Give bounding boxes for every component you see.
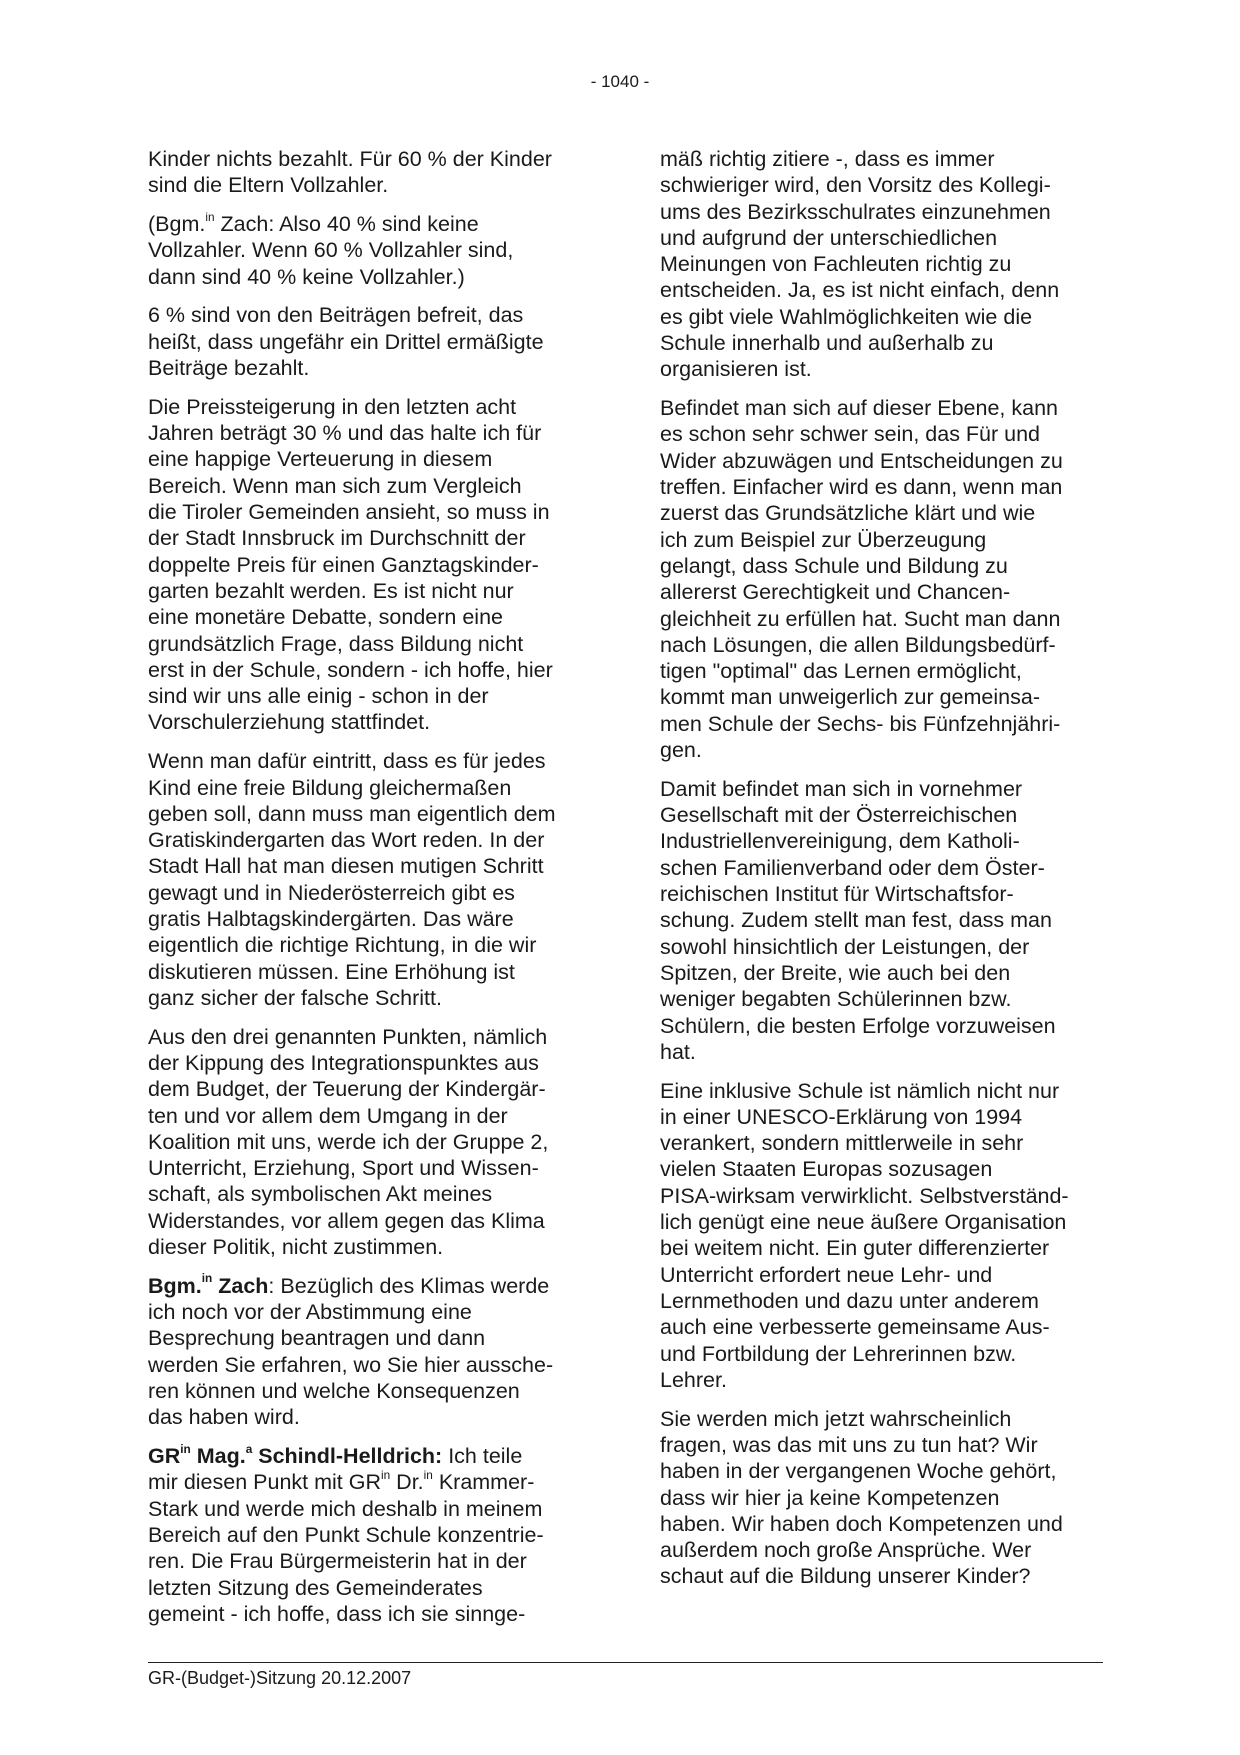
- paragraph: [660, 1078, 1110, 1394]
- text-line: Spitzen, der Breite, wie auch bei den: [660, 960, 1011, 985]
- text-line: ren. Die Frau Bürgermeisterin hat in der: [148, 1549, 527, 1574]
- paragraph: [660, 146, 1110, 383]
- text-line: erst in der Schule, sondern - ich hoffe, hier: [148, 657, 553, 682]
- text-line: nach Lösungen, die allen Bildungsbedürf-: [660, 632, 1056, 657]
- text-line: haben. Wir haben doch Kompetenzen und: [660, 1511, 1063, 1536]
- text-line: lich genügt eine neue äußere Organisation: [660, 1210, 1067, 1235]
- paragraph: [148, 146, 594, 199]
- text-line: Bereich. Wenn man sich zum Vergleich: [148, 473, 522, 498]
- paragraph: [660, 395, 1110, 763]
- text-line: in einer UNESCO-Erklärung von 1994: [660, 1104, 1023, 1129]
- text-line: allererst Gerechtigkeit und Chancen-: [660, 580, 1011, 605]
- interjection-paragraph: (Bgm.$^{in}$ Zach: Also 40 % sind keine Vollzahler. Wenn 60 % Vollzahler sind, dann sind 40 % keine Vollzahler.): [148, 211, 594, 290]
- speaker-name: Bgm.$^{in}$ Zach: [148, 1271, 269, 1298]
- text-line: weniger begabten Schülerinnen bzw.: [660, 987, 1012, 1012]
- text-line: gratis Halbtagskindergärten. Das wäre: [148, 907, 514, 932]
- text-line: Vorschulerziehung stattfindet.: [148, 710, 431, 735]
- text-line: doppelte Preis für einen Ganztagskinder-: [148, 552, 539, 577]
- text-line: Meinungen von Fachleuten richtig zu: [660, 252, 1012, 277]
- text-line: gelangt, dass Schule und Bildung zu: [660, 553, 1008, 578]
- text-line: men Schule der Sechs- bis Fünfzehnjähri-: [660, 711, 1061, 736]
- text-line: und Fortbildung der Lehrerinnen bzw.: [660, 1341, 1017, 1366]
- text-line: organisieren ist.: [660, 357, 812, 382]
- text-line: reichischen Institut für Wirtschaftsfor-: [660, 882, 1014, 907]
- text-line: Widerstandes, vor allem gegen das Klima: [148, 1208, 545, 1233]
- speaker-paragraph: $GR^{in}$ Mag.$^a$ Schindl-Helldrich: Ich teile mir diesen Punkt mit $GR^{in}$ Dr.$^{in}$ Krammer- Stark und werde mich deshalb in meinem Bereich auf den Punkt Schule konzentrie- ren. Die Frau Bürgermeisterin hat in der letzten Sitzung des Gemeinderates gemeint - ich hoffe, dass ich sie sinnge-: [148, 1443, 594, 1627]
- text-line: eine monetäre Debatte, sondern eine: [148, 605, 503, 630]
- text-line: verankert, sondern mittlerweile in sehr: [660, 1131, 1024, 1156]
- text-line: sind wir uns alle einig - schon in der: [148, 684, 489, 709]
- text-line: ten und vor allem dem Umgang in der: [148, 1103, 508, 1128]
- footer-session-info: GR-(Budget-)Sitzung 20.12.2007: [148, 1668, 412, 1688]
- text-line: sowohl hinsichtlich der Leistungen, der: [660, 934, 1030, 959]
- text-line: kommt man unweigerlich zur gemeinsa-: [660, 685, 1040, 710]
- text-line: ren können und welche Konsequenzen: [148, 1379, 520, 1404]
- paragraph: [660, 1406, 1110, 1590]
- text-line: fragen, was das mit uns zu tun hat? Wir: [660, 1432, 1038, 1457]
- text-line: schwieriger wird, den Vorsitz des Kollegi-: [660, 173, 1051, 198]
- paragraph: [148, 748, 594, 1011]
- text-line: Schülern, die besten Erfolge vorzuweisen: [660, 1013, 1056, 1038]
- text-line: der Stadt Innsbruck im Durchschnitt der: [148, 526, 526, 551]
- text-line: ums des Bezirksschulrates einzunehmen: [660, 199, 1051, 224]
- text-line: schaut auf die Bildung unserer Kinder?: [660, 1564, 1031, 1589]
- text-line: Wenn man dafür eintritt, dass es für jedes: [148, 749, 546, 774]
- text-line: garten bezahlt werden. Es ist nicht nur: [148, 578, 514, 603]
- text-line: Bereich auf den Punkt Schule konzentrie-: [148, 1523, 544, 1548]
- text-line: Gesellschaft mit der Österreichischen: [660, 803, 1018, 828]
- text-line: außerdem noch große Ansprüche. Wer: [660, 1538, 1032, 1563]
- text-line: werden Sie erfahren, wo Sie hier aussche-: [148, 1352, 554, 1377]
- text-line: gemeint - ich hoffe, dass ich sie sinnge-: [148, 1601, 526, 1626]
- text-line: dieser Politik, nicht zustimmen.: [148, 1235, 444, 1260]
- text-line: es gibt viele Wahlmöglichkeiten wie die: [660, 304, 1033, 329]
- text-line: entscheiden. Ja, es ist nicht einfach, denn: [660, 278, 1060, 303]
- speaker-name: $GR^{in}$ Mag.$^a$ Schindl-Helldrich:: [148, 1441, 443, 1469]
- text-line: gleichheit zu erfüllen hat. Sucht man dann: [660, 606, 1061, 631]
- paragraph: [660, 776, 1110, 1065]
- text-line: Besprechung beantragen und dann: [148, 1326, 486, 1351]
- text-line: mäß richtig zitiere -, dass es immer: [660, 147, 995, 171]
- text-line: 6 % sind von den Beiträgen befreit, das: [148, 303, 524, 328]
- text-line: gewagt und in Niederösterreich gibt es: [148, 880, 515, 905]
- page-number: - 1040 -: [590, 72, 650, 91]
- speaker-paragraph: Bgm.$^{in}$ Zach: Bezüglich des Klimas werde ich noch vor der Abstimmung eine Besprechung beantragen und dann werden Sie erfahren, wo Sie hier aussche- ren können und welche Konsequenzen das haben wird.: [148, 1273, 594, 1431]
- text-line: und aufgrund der unterschiedlichen: [660, 225, 998, 250]
- text-line: Gratiskindergarten das Wort reden. In der: [148, 828, 545, 853]
- text-line: diskutieren müssen. Eine Erhöhung ist: [148, 959, 515, 984]
- text-line: Jahren beträgt 30 % und das halte ich für: [148, 421, 542, 446]
- text-line: Unterricht, Erziehung, Sport und Wissen-: [148, 1156, 539, 1181]
- text-line: hat.: [660, 1039, 696, 1064]
- text-line: vielen Staaten Europas sozusagen: [660, 1157, 993, 1182]
- text-line: ich zum Beispiel zur Überzeugung: [660, 527, 987, 552]
- text-line: treffen. Einfacher wird es dann, wenn man: [660, 475, 1063, 500]
- text-line: bei weitem nicht. Ein guter differenzierter: [660, 1236, 1050, 1261]
- text-line: Beiträge bezahlt.: [148, 356, 310, 381]
- text-line: schen Familienverband oder dem Öster-: [660, 855, 1045, 880]
- footer-divider: [148, 1662, 1103, 1663]
- text-line: Schule innerhalb und außerhalb zu: [660, 331, 994, 356]
- text-line: Befindet man sich auf dieser Ebene, kann: [660, 396, 1059, 421]
- right-column: [660, 146, 1110, 1602]
- text-line: Industriellenvereinigung, dem Katholi-: [660, 829, 1020, 854]
- text-line: Sie werden mich jetzt wahrscheinlich: [660, 1406, 1012, 1431]
- text-line: schaft, als symbolischen Akt meines: [148, 1182, 493, 1207]
- text-line: Unterricht erfordert neue Lehr- und: [660, 1262, 993, 1287]
- text-line: es schon sehr schwer sein, das Für und: [660, 422, 1041, 447]
- text-line: auch eine verbesserte gemeinsame Aus-: [660, 1315, 1050, 1340]
- text-line: dann sind 40 % keine Vollzahler.): [148, 264, 465, 289]
- text-line: Aus den drei genannten Punkten, nämlich: [148, 1024, 548, 1049]
- text-line: gen.: [660, 738, 702, 763]
- text-line: dass wir hier ja keine Kompetenzen: [660, 1485, 1000, 1510]
- paragraph: [148, 302, 594, 381]
- text-line: Wider abzuwägen und Entscheidungen zu: [660, 448, 1063, 473]
- text-line: Lehrer.: [660, 1367, 727, 1392]
- text-line: sind die Eltern Vollzahler.: [148, 173, 389, 198]
- text-line: Damit befindet man sich in vornehmer: [660, 776, 1023, 801]
- text-line: Stadt Hall hat man diesen mutigen Schritt: [148, 854, 544, 879]
- text-line: grundsätzlich Frage, dass Bildung nicht: [148, 631, 524, 656]
- text-line: der Kippung des Integrationspunktes aus: [148, 1051, 539, 1075]
- text-line: Kind eine freie Bildung gleichermaßen: [148, 775, 512, 800]
- text-line: eigentlich die richtige Richtung, in die wir: [148, 933, 537, 958]
- text-line: Eine inklusive Schule ist nämlich nicht nur: [660, 1078, 1060, 1103]
- left-column: [148, 146, 594, 1640]
- paragraph: [148, 394, 594, 736]
- text-line: tigen "optimal" das Lernen ermöglicht,: [660, 659, 1022, 684]
- text-line: das haben wird.: [148, 1405, 300, 1430]
- text-line: die Tiroler Gemeinden ansieht, so muss in: [148, 500, 550, 525]
- text-line: Stark und werde mich deshalb in meinem: [148, 1496, 543, 1521]
- paragraph: [148, 1024, 594, 1261]
- text-line: zuerst das Grundsätzliche klärt und wie: [660, 501, 1036, 526]
- text-line: heißt, dass ungefähr ein Drittel ermäßigte: [148, 329, 544, 354]
- text-line: ich noch vor der Abstimmung eine: [148, 1300, 472, 1325]
- text-line: PISA-wirksam verwirklicht. Selbstverständ-: [660, 1183, 1069, 1208]
- text-line: schung. Zudem stellt man fest, dass man: [660, 908, 1052, 933]
- text-line: haben in der vergangenen Woche gehört,: [660, 1459, 1057, 1484]
- text-line: Kinder nichts bezahlt. Für 60 % der Kinder: [148, 147, 552, 171]
- text-line: dem Budget, der Teuerung der Kindergär-: [148, 1077, 546, 1102]
- text-line: geben soll, dann muss man eigentlich dem: [148, 801, 556, 826]
- text-line: Vollzahler. Wenn 60 % Vollzahler sind,: [148, 238, 514, 263]
- text-line: ganz sicher der falsche Schritt.: [148, 985, 442, 1010]
- text-line: Koalition mit uns, werde ich der Gruppe 2,: [148, 1129, 549, 1154]
- text-line: eine happige Verteuerung in diesem: [148, 447, 493, 472]
- text-line: letzten Sitzung des Gemeinderates: [148, 1575, 483, 1600]
- text-line: Die Preissteigerung in den letzten acht: [148, 394, 517, 419]
- text-line: Lernmethoden und dazu unter anderem: [660, 1288, 1039, 1313]
